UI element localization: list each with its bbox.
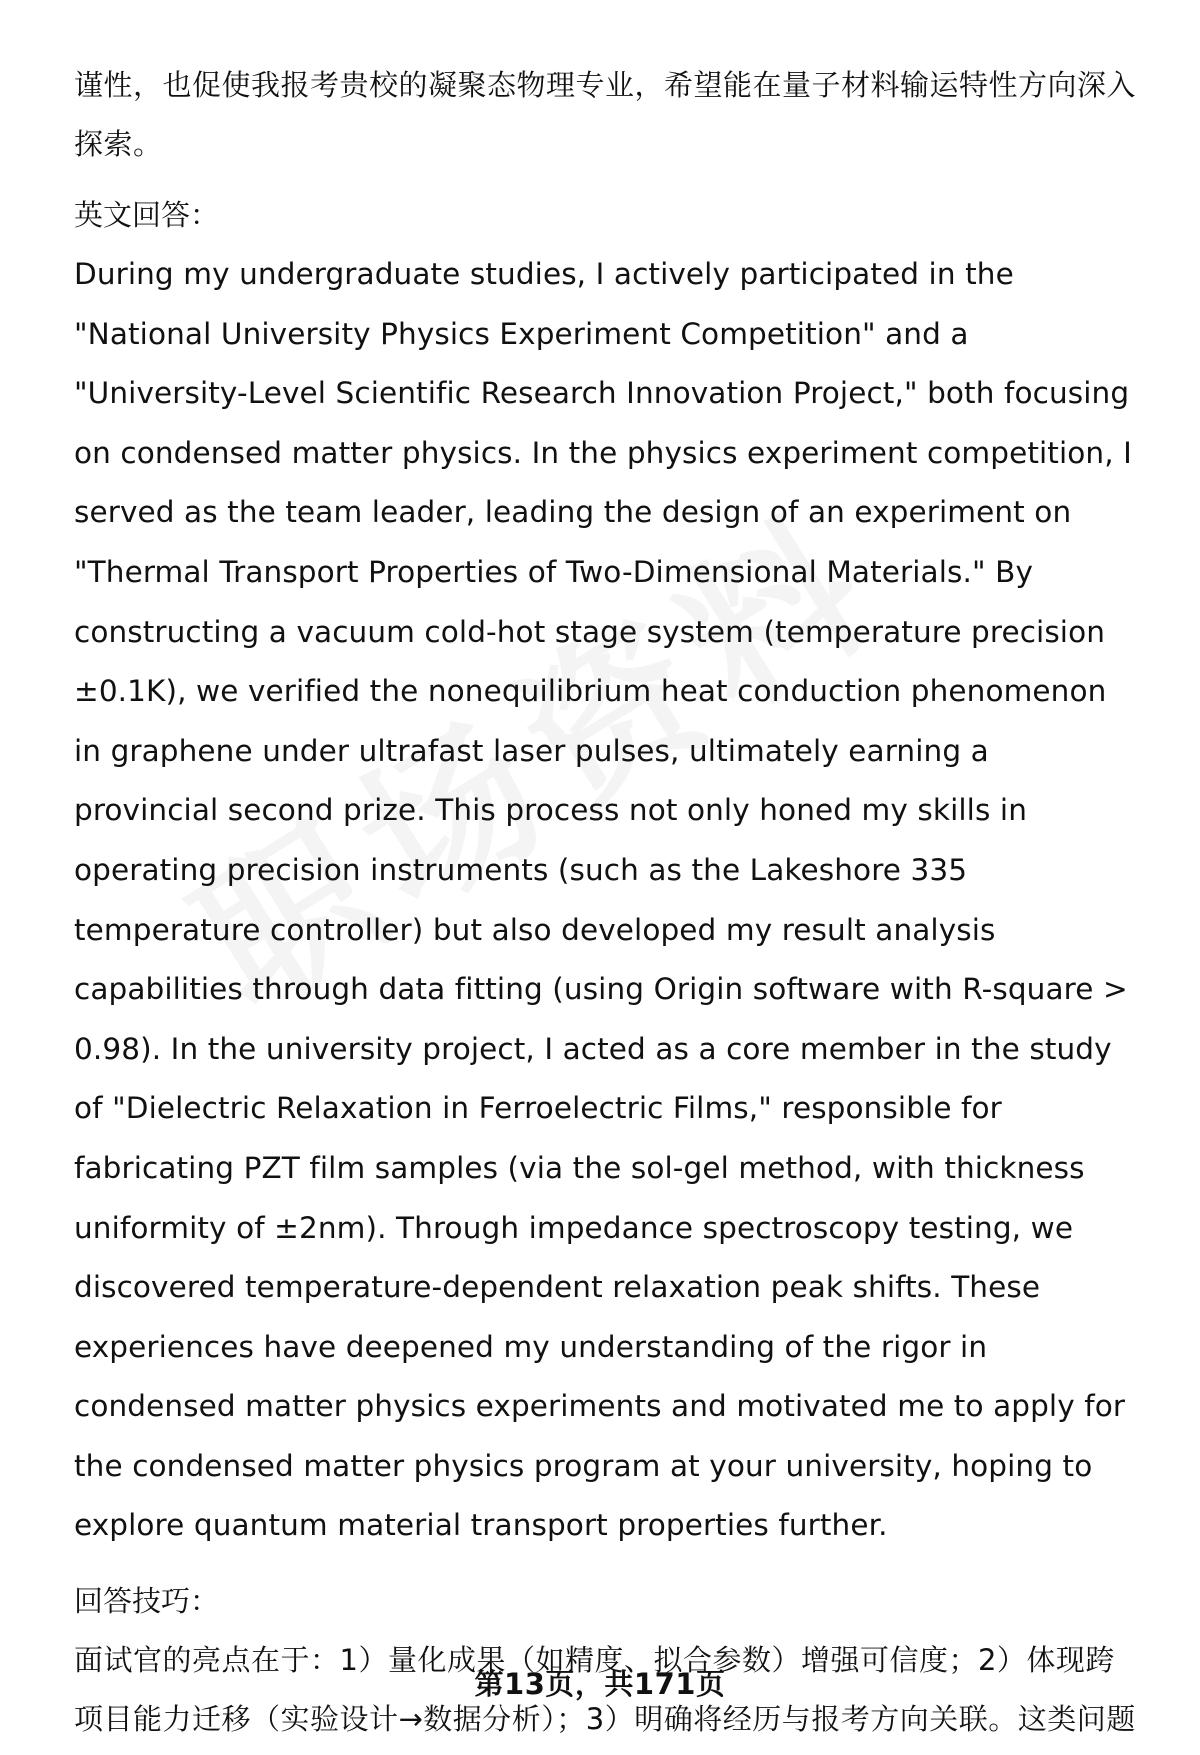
english-answer-label: 英文回答： [74, 198, 220, 232]
tips-paragraph: 面试官的亮点在于：1）量化成果（如精度、拟合参数）增强可信度；2）体现跨项目能力迁移（实验设计→数据分析）；3）明确将经历与报考方向关联。这类问题 [74, 1643, 1136, 1737]
page-number-footer: 第13页，共171页 [474, 1667, 726, 1701]
english-answer-paragraph: During my undergraduate studies, I actively participated in the "National University Physics Experiment Competition" and a "University-Level Scientific Research Innovation Project," both focusing on condensed matter physics. In the physics experiment competition, I served as the team leader, leading the design of an experiment on "Thermal Transport Properties of Two-Dimensional Materials." By constructing a vacuum cold-hot stage system (temperature precision ±0.1K), we verified the nonequilibrium heat conduction phenomenon in graphene under ultrafast laser pulses, ultimately earning a provincial second prize. This process not only honed my skills in operating precision instruments (such as the Lakeshore 335 temperature controller) but also developed my result analysis capabilities through data fitting (using Origin software with R-square > 0.98). In the university project, I acted as a core member in the study of "Dielectric Relaxation in Ferroelectric Films," responsible for fabricating PZT film samples (via the sol-gel method, with thickness uniformity of ±2nm). Through impedance spectroscopy testing, we discovered temperature-dependent relaxation peak shifts. These experiences have deepened my understanding of the rigor in condensed matter physics experiments and motivated me to apply for the condensed matter physics program at your university, hoping to explore quantum material transport properties further. [74, 257, 1132, 1543]
intro-paragraph: 谨性，也促使我报考贵校的凝聚态物理专业，希望能在量子材料输运特性方向深入探索。 [74, 68, 1137, 161]
tips-label: 回答技巧： [74, 1584, 220, 1619]
